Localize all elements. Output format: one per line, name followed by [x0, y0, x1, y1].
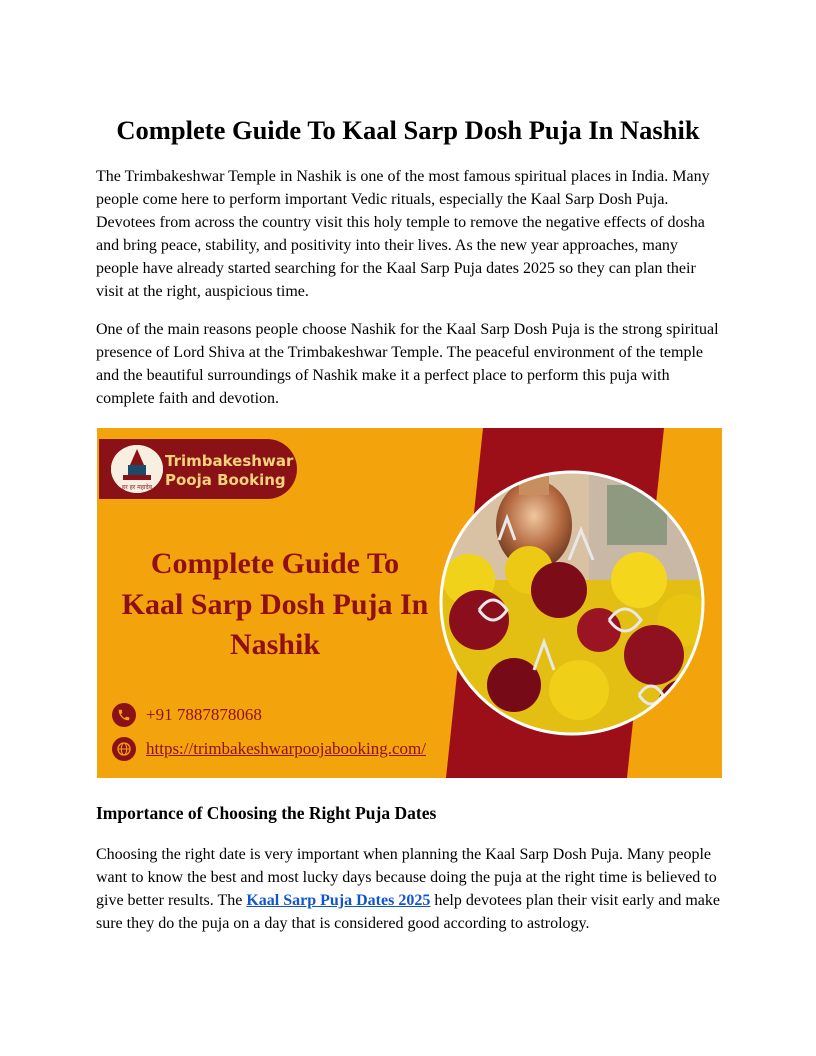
phone-number: +91 7887878068: [146, 705, 262, 724]
brand-name-line1: Trimbakeshwar: [165, 452, 294, 470]
website-row: [112, 737, 426, 761]
banner-title-line: Complete Guide To: [150, 547, 400, 580]
dates-paragraph-text-before: Choosing the right date is very important when planning the Kaal Sarp Dosh Puja. Many people want to know the best and most lucky days because doing the puja at the right time is believed to give better results. The: [96, 846, 717, 909]
banner-title: [105, 544, 445, 666]
banner-title-line: Kaal Sarp Dosh Puja In: [121, 587, 429, 621]
brand-logo-text: [165, 452, 293, 490]
reasons-paragraph: One of the main reasons people choose Nashik for the Kaal Sarp Dosh Puja is the strong spiritual presence of Lord Shiva at the Trimbakeshwar Temple. The peaceful environment of the temple and the beautiful surroundings of Nashik make it a perfect place to perform this puja with complete faith and devotion.: [96, 321, 719, 407]
intro-paragraph: The Trimbakeshwar Temple in Nashik is one of the most famous spiritual places in India. Many people come here to perform important Vedic rituals, especially the Kaal Sarp Dosh Puja. Devotees from across the country visit this holy temple to remove the negative effects of dosha and bring peace, stability, and positivity into their lives. As the new year approaches, many people have already started searching for the Kaal Sarp Puja dates 2025 so they can plan their visit at the right, auspicious time.: [96, 168, 710, 300]
temple-emblem-icon: [111, 445, 163, 493]
banner-title-line: Nashik: [229, 628, 321, 661]
banner-image: [97, 428, 722, 778]
globe-icon: [112, 737, 136, 761]
dates-paragraph-text-after: help devotees plan their visit early and make sure they do the puja on a day that is considered good according to astrology.: [96, 892, 721, 932]
emblem-text: हर हर महादेव: [122, 484, 152, 491]
phone-row: [112, 703, 262, 727]
section-heading: Importance of Choosing the Right Puja Dates: [96, 803, 437, 823]
phone-icon: [112, 703, 136, 727]
kaal-sarp-dates-link[interactable]: Kaal Sarp Puja Dates 2025: [246, 892, 431, 909]
dates-paragraph: [96, 843, 724, 935]
brand-name-line2: Pooja Booking: [165, 471, 286, 489]
page-title: Complete Guide To Kaal Sarp Dosh Puja In Nashik: [116, 115, 700, 145]
website-link[interactable]: https://trimbakeshwarpoojabooking.com/: [146, 739, 426, 758]
puja-flowers-photo: [439, 470, 705, 736]
